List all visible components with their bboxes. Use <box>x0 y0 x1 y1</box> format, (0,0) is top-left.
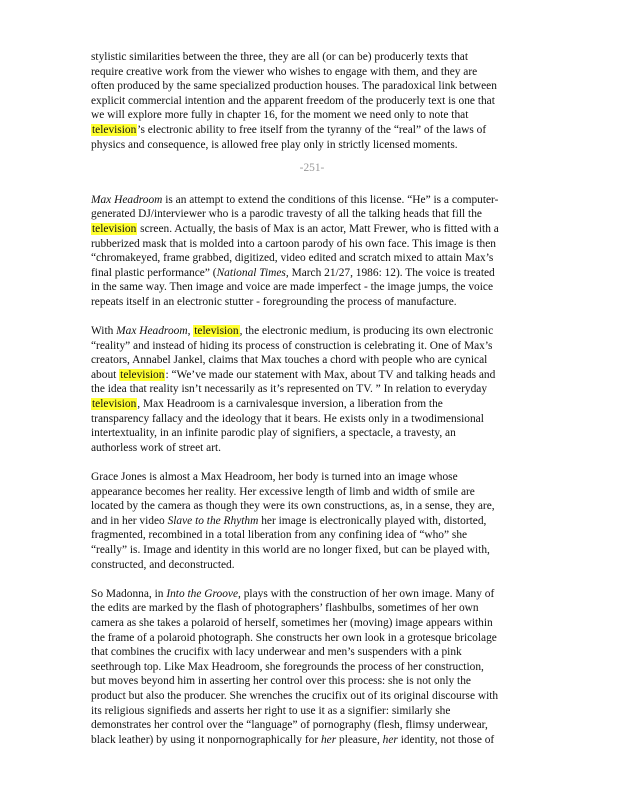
italic-text: her <box>320 733 337 746</box>
text-run: pleasure, <box>336 733 383 746</box>
text-line <box>91 280 533 295</box>
text-run: , Max Headroom is a carnivalesque inversion, a liberation from the <box>137 398 443 411</box>
text-run: its religious signifieds and asserts her right to use it as a signifier: similarly she <box>91 704 451 717</box>
text-run: demonstrates her control over the “language” of pornography (flesh, flimsy underwear, <box>91 719 488 732</box>
text-run: constructed, and deconstructed. <box>91 558 235 571</box>
text-line <box>91 543 533 558</box>
paragraph-gap <box>91 572 533 587</box>
document-page <box>91 50 533 747</box>
text-line <box>91 587 533 602</box>
text-run: “reality” and instead of hiding its process of construction is celebrating it. One of Max’s <box>91 339 493 352</box>
text-run: seethrough top. Like Max Headroom, she foregrounds the process of her construction, <box>91 660 484 673</box>
text-line <box>91 94 533 109</box>
italic-text: Max Headroom <box>91 193 163 206</box>
italic-text: her <box>382 733 398 746</box>
text-run: , plays with the construction of her own image. Many of <box>238 587 495 600</box>
text-line <box>91 718 533 733</box>
text-run: final plastic performance” ( <box>91 266 217 279</box>
text-run: appearance becomes her reality. Her excessive length of limb and width of smile are <box>91 485 475 498</box>
text-run: require creative work from the viewer who wishes to engage with them, and they are <box>91 65 478 78</box>
text-run: often produced by the same specialized production houses. The paradoxical link between <box>91 80 497 93</box>
paragraph-grace-jones <box>91 470 533 572</box>
text-line <box>91 601 533 616</box>
text-run: transparency fallacy and the ideology that it bears. He exists only in a twodimensional <box>91 412 484 425</box>
text-line <box>91 251 533 266</box>
text-line <box>91 470 533 485</box>
highlighted-term: television <box>92 222 137 235</box>
text-run: generated DJ/interviewer who is a parodic travesty of all the talking heads that fill the <box>91 208 482 221</box>
text-run: stylistic similarities between the three, they are all (or can be) producerly texts that <box>91 51 469 63</box>
text-run: her image is electronically played with, distorted, <box>258 514 487 527</box>
text-line <box>91 689 533 704</box>
text-run: identity, not those of <box>397 733 495 746</box>
text-run: but moves beyond him in asserting her control over this process: she is not only the <box>91 675 471 688</box>
text-line <box>91 207 533 222</box>
highlighted-term: television <box>92 123 137 136</box>
text-run: screen. Actually, the basis of Max is an actor, Matt Frewer, who is fitted with a <box>137 222 499 235</box>
italic-text: Slave to the Rhythm <box>167 514 259 527</box>
text-line <box>91 660 533 675</box>
paragraph-gap <box>91 455 533 470</box>
text-run: fragmented, recombined in a total liberation from any confining idea of “who” she <box>91 529 468 542</box>
text-line <box>91 353 533 368</box>
text-run: , <box>187 325 194 338</box>
text-run: product but also the producer. She wrenches the crucifix out of its original discourse with <box>91 689 499 702</box>
text-line <box>91 412 533 427</box>
text-line <box>91 631 533 646</box>
paragraph-madonna <box>91 587 533 748</box>
text-run: repeats itself in an electronic stutter - foregrounding the process of manufacture. <box>91 295 457 308</box>
text-line <box>91 674 533 689</box>
text-run: and in her video <box>91 514 168 527</box>
text-line <box>91 645 533 660</box>
text-run: about <box>91 368 120 381</box>
text-run: in the same way. Then image and voice are made imperfect - the image jumps, the voice <box>91 281 493 294</box>
text-line <box>91 237 533 252</box>
text-line <box>91 193 533 208</box>
text-line <box>91 499 533 514</box>
text-line <box>91 79 533 94</box>
text-run: , the electronic medium, is producing its own electronic <box>239 325 494 338</box>
italic-text: National Times, <box>216 266 289 279</box>
page-number: -251- <box>299 162 325 175</box>
text-run: is an attempt to extend the conditions of this license. “He” is a computer- <box>162 193 499 206</box>
italic-text: Max Headroom <box>116 325 188 338</box>
text-run: explicit commercial intention and the apparent freedom of the producerly text is one that <box>91 94 495 107</box>
text-line <box>91 397 533 412</box>
text-run: With <box>91 325 117 338</box>
text-run: we will explore more fully in chapter 16, for the moment we need only to note that <box>91 109 469 122</box>
text-run: creators, Annabel Jankel, claims that Max touches a chord with people who are cynical <box>91 354 488 367</box>
text-run: ’s electronic ability to free itself from the tyranny of the “real” of the laws of <box>137 123 487 136</box>
text-line <box>91 616 533 631</box>
text-run: black leather) by using it nonpornographically for <box>91 733 321 746</box>
paragraph-electronic-medium <box>91 324 533 455</box>
text-line <box>91 50 533 65</box>
text-line <box>91 138 533 153</box>
text-run: authorless work of street art. <box>91 441 222 454</box>
text-line <box>91 441 533 456</box>
text-line <box>91 339 533 354</box>
italic-text: Into the Groove <box>166 587 239 600</box>
text-line <box>91 426 533 441</box>
paragraph-max-headroom <box>91 193 533 310</box>
text-run: : “We’ve made our statement with Max, about TV and talking heads and <box>165 368 496 381</box>
text-line <box>91 382 533 397</box>
text-run: located by the camera as though they were its own constructions, as, in a sense, they are, <box>91 500 495 513</box>
highlighted-term: television <box>92 398 137 411</box>
text-line <box>91 528 533 543</box>
text-line <box>91 324 533 339</box>
text-run: So Madonna, in <box>91 587 167 600</box>
text-run: rubberized mask that is molded into a cartoon parody of his own face. This image is then <box>91 237 497 250</box>
text-line <box>91 368 533 383</box>
highlighted-term: television <box>194 325 239 338</box>
text-run: camera as she takes a polaroid of herself, sometimes her (moving) image appears within <box>91 616 493 629</box>
text-line <box>91 123 533 138</box>
paragraph-intro <box>91 50 533 152</box>
text-run: Grace Jones is almost a Max Headroom, her body is turned into an image whose <box>91 471 458 484</box>
text-line <box>91 704 533 719</box>
text-run: “really” is. Image and identity in this world are no longer fixed, but can be played with, <box>91 544 490 556</box>
paragraph-gap <box>91 310 533 325</box>
text-line <box>91 295 533 310</box>
text-run: the idea that reality isn’t necessarily as it’s represented on TV. ” In relation to everyday <box>91 383 488 396</box>
text-line <box>91 222 533 237</box>
text-line <box>91 514 533 529</box>
text-run: March 21/27, 1986: 12). The voice is treated <box>288 266 495 279</box>
text-line <box>91 108 533 123</box>
text-run: the frame of a polaroid photograph. She constructs her own look in a grotesque bricolage <box>91 631 497 644</box>
text-run: the edits are marked by the flash of photographers’ flashbulbs, sometimes of her own <box>91 602 479 615</box>
text-run: that combines the crucifix with lacy underwear and men’s suspenders with a pink <box>91 646 462 659</box>
text-line <box>91 65 533 80</box>
text-run: intertextuality, in an infinite parodic play of signifiers, a spectacle, a travesty, an <box>91 427 456 440</box>
text-line <box>91 733 533 748</box>
text-run: “chromakeyed, frame grabbed, digitized, video edited and scratch mixed to attain Max’s <box>91 252 494 265</box>
highlighted-term: television <box>120 368 165 381</box>
text-run: physics and consequence, is allowed free play only in strictly licensed moments. <box>91 138 458 151</box>
text-line <box>91 558 533 573</box>
text-line <box>91 266 533 281</box>
text-line <box>91 485 533 500</box>
